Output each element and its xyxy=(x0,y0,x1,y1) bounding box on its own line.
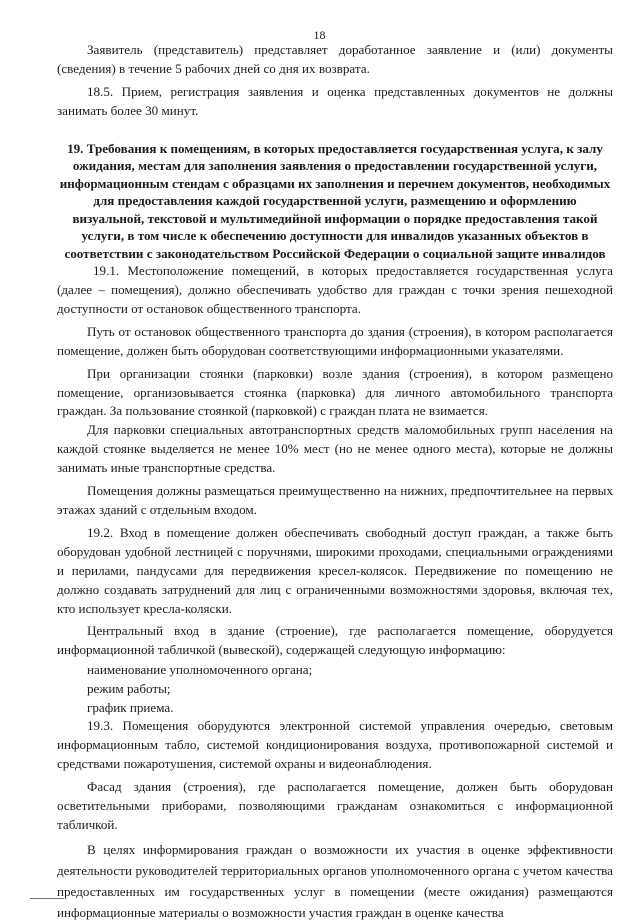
list-item: наименование уполномоченного органа; xyxy=(87,662,313,678)
paragraph-19-3: 19.3. Помещения оборудуются электронной системой управления очередью, световым информационным табло, системой кондиционирования воздуха, противопожарной системой и средствами пожаротушения, системой охраны и видеонаблюдения. xyxy=(57,718,613,772)
page-content xyxy=(57,41,613,923)
paragraph-applicant-resubmission: Заявитель (представитель) представляет доработанное заявление и (или) документы (сведения) в течение 5 рабочих дней со дня их возврата. xyxy=(57,42,613,76)
page-number: 18 xyxy=(313,28,326,42)
paragraph-informing-citizens: В целях информирования граждан о возможности их участия в оценке эффективности деятельности руководителей территориальных органов уполномоченного органа с учетом качества предоставленных им государственных услуг в помещении (месте ожидания) размещаются информационные материалы о возможности участия граждан в оценке качества xyxy=(57,841,613,920)
paragraph-transport-path: Путь от остановок общественного транспорта до здания (строения), в котором располагается помещение, должен быть оборудован соответствующими информационными указателями. xyxy=(57,323,613,358)
list-item: график приема. xyxy=(87,700,174,716)
paragraph-parking: При организации стоянки (парковки) возле здания (строения), в котором размещено помещение, организовывается стоянка (парковка) для личного автомобильного транспорта граждан. За пользование стоянкой (парковкой) с граждан плата не взимается. xyxy=(57,365,613,419)
paragraph-19-1: 19.1. Местоположение помещений, в которых предоставляется государственная услуга (далее – помещения), должно обеспечивать удобство для граждан с точки зрения пешеходной доступности от остановок общественного транспорта. xyxy=(57,263,613,316)
footer-divider xyxy=(30,898,64,899)
section-19-heading: 19. Требования к помещениям, в которых предоставляется государственная услуга, к залу ожидания, местам для заполнения заявления о предоставлении государственной услуги, информационным стендам с образцами их заполнения и перечнем документов, необходимых для предоставления каждой государственной услуги, размещению и оформлению визуальной, текстовой и мультимедийной информации о порядке предоставления такой услуги, в том числе к обеспечению доступности для инвалидов указанных объектов в соответствии с законодательством Российской Федерации о социальной защите инвалидов xyxy=(59,140,611,261)
list-item: режим работы; xyxy=(87,681,171,697)
paragraph-central-entrance: Центральный вход в здание (строение), где располагается помещение, оборудуется информационной табличкой (вывеской), содержащей следующую информацию: xyxy=(57,623,613,658)
paragraph-floors: Помещения должны размещаться преимущественно на нижних, предпочтительнее на первых этажах зданий с отдельным входом. xyxy=(57,483,613,517)
paragraph-disabled-parking: Для парковки специальных автотранспортных средств маломобильных групп населения на каждой стоянке выделяется не менее 10% мест (но не менее одного места), которые не должны занимать иные транспортные средства. xyxy=(57,422,613,476)
paragraph-19-2: 19.2. Вход в помещение должен обеспечивать свободный доступ граждан, а также быть оборудован удобной лестницей с поручнями, широкими проходами, специальными ограждениями и перилами, пандусами для передвижения кресел-колясок. Передвижение по помещению не должно создавать затруднений для лиц с ограниченными возможностями здоровья, включая тех, кто использует кресла-коляски. xyxy=(57,524,613,616)
paragraph-facade: Фасад здания (строения), где располагается помещение, должен быть оборудован осветительными приборами, позволяющими гражданам ознакомиться с информационной табличкой. xyxy=(57,778,613,832)
paragraph-18-5: 18.5. Прием, регистрация заявления и оценка представленных документов не должны занимать более 30 минут. xyxy=(57,83,613,118)
